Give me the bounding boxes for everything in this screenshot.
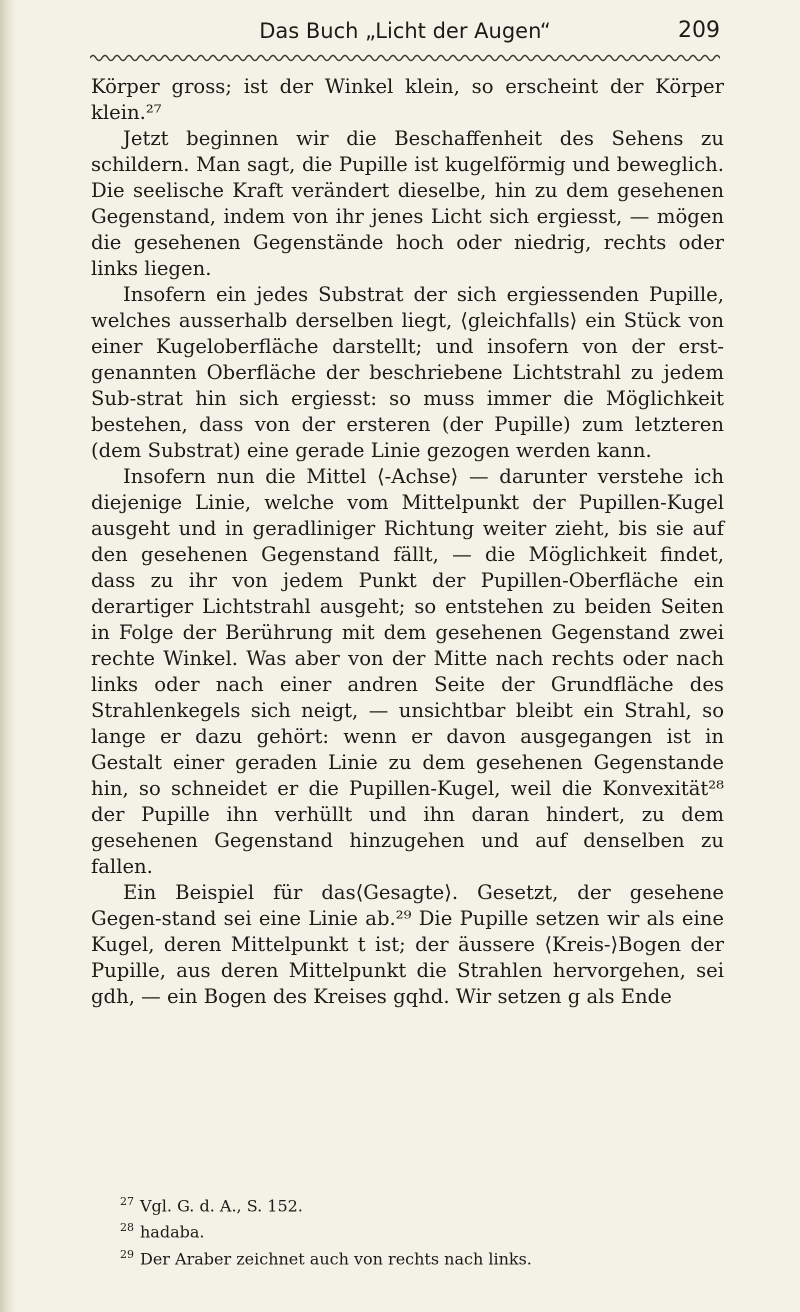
footnote-text: hadaba. xyxy=(140,1222,205,1242)
paragraph-5: Ein Beispiel für das⟨Gesagte⟩. Gesetzt, der gesehene Gegen-stand sei eine Linie ab.²⁹ Die Pupille setzen wir als eine Kugel, deren Mittelpunkt t ist; der äussere ⟨Kreis-⟩Bogen der Pupille, aus deren Mittelpunkt die Strahlen hervorgehen, sei gdh, — ein Bogen des Kreises gqhd. Wir setzen g als Ende xyxy=(91,881,724,1008)
footnote-28 xyxy=(120,1217,720,1243)
paragraph-3: Insofern ein jedes Substrat der sich ergiessenden Pupille, welches ausserhalb derselben liegt, ⟨gleichfalls⟩ ein Stück von einer Kugeloberfläche darstellt; und insofern von der erst-genannten Oberfläche der beschriebene Lichtstrahl zu jedem Sub-strat hin sich ergiesst: so muss immer die Möglichkeit bestehen, dass von der ersteren (der Pupille) zum letzteren (dem Substrat) eine gerade Linie gezogen werden kann. xyxy=(91,283,724,462)
ornamental-wavy-rule xyxy=(90,52,720,64)
footnote-number: 27 xyxy=(120,1195,134,1208)
running-header xyxy=(90,15,720,49)
footnote-27 xyxy=(120,1191,720,1217)
page-number: 209 xyxy=(678,18,720,43)
paragraph-2: Jetzt beginnen wir die Beschaffenheit des Sehens zu schildern. Man sagt, die Pupille ist kugelförmig und beweglich. Die seelische Kraft verändert dieselbe, hin zu dem gesehenen Gegenstand, indem von ihr jenes Licht sich ergiesst, — mögen die gesehenen Gegenstände hoch oder niedrig, rechts oder links liegen. xyxy=(91,127,724,280)
footnote-number: 28 xyxy=(120,1221,134,1235)
footnote-text: Der Araber zeichnet auch von rechts nach links. xyxy=(140,1248,532,1268)
paragraph-1: Körper gross; ist der Winkel klein, so erscheint der Körper klein.²⁷ xyxy=(91,75,724,124)
paragraph-4: Insofern nun die Mittel ⟨-Achse⟩ — darunter verstehe ich diejenige Linie, welche vom Mittelpunkt der Pupillen-Kugel ausgeht und in geradliniger Richtung weiter zieht, bis sie auf den gesehenen Gegenstand fällt, — die Möglichkeit findet, dass zu ihr von jedem Punkt der Pupillen-Oberfläche ein derartiger Lichtstrahl ausgeht; so entstehen zu beiden Seiten in Folge der Berührung mit dem gesehenen Gegenstand zwei rechte Winkel. Was aber von der Mitte nach rechts oder nach links oder nach einer andren Seite der Grundfläche des Strahlenkegels sich neigt, — unsichtbar bleibt ein Strahl, so lange er dazu gehört: wenn er davon ausgegangen ist in Gestalt einer geraden Linie zu dem gesehenen Gegenstande hin, so schneidet er die Pupillen-Kugel, weil die Konvexität²⁸ der Pupille ihn verhüllt und ihn daran hindert, zu dem gesehenen Gegenstand hinzugehen und auf denselben zu fallen. xyxy=(91,465,724,878)
footnote-text: Vgl. G. d. A., S. 152. xyxy=(140,1196,303,1216)
running-title: Das Buch „Licht der Augen“ xyxy=(259,19,551,43)
footnotes xyxy=(120,1191,720,1270)
footnote-number: 29 xyxy=(120,1247,134,1261)
footnote-29 xyxy=(120,1244,720,1270)
main-text xyxy=(91,74,724,1010)
page-gutter-shadow xyxy=(0,0,16,1312)
